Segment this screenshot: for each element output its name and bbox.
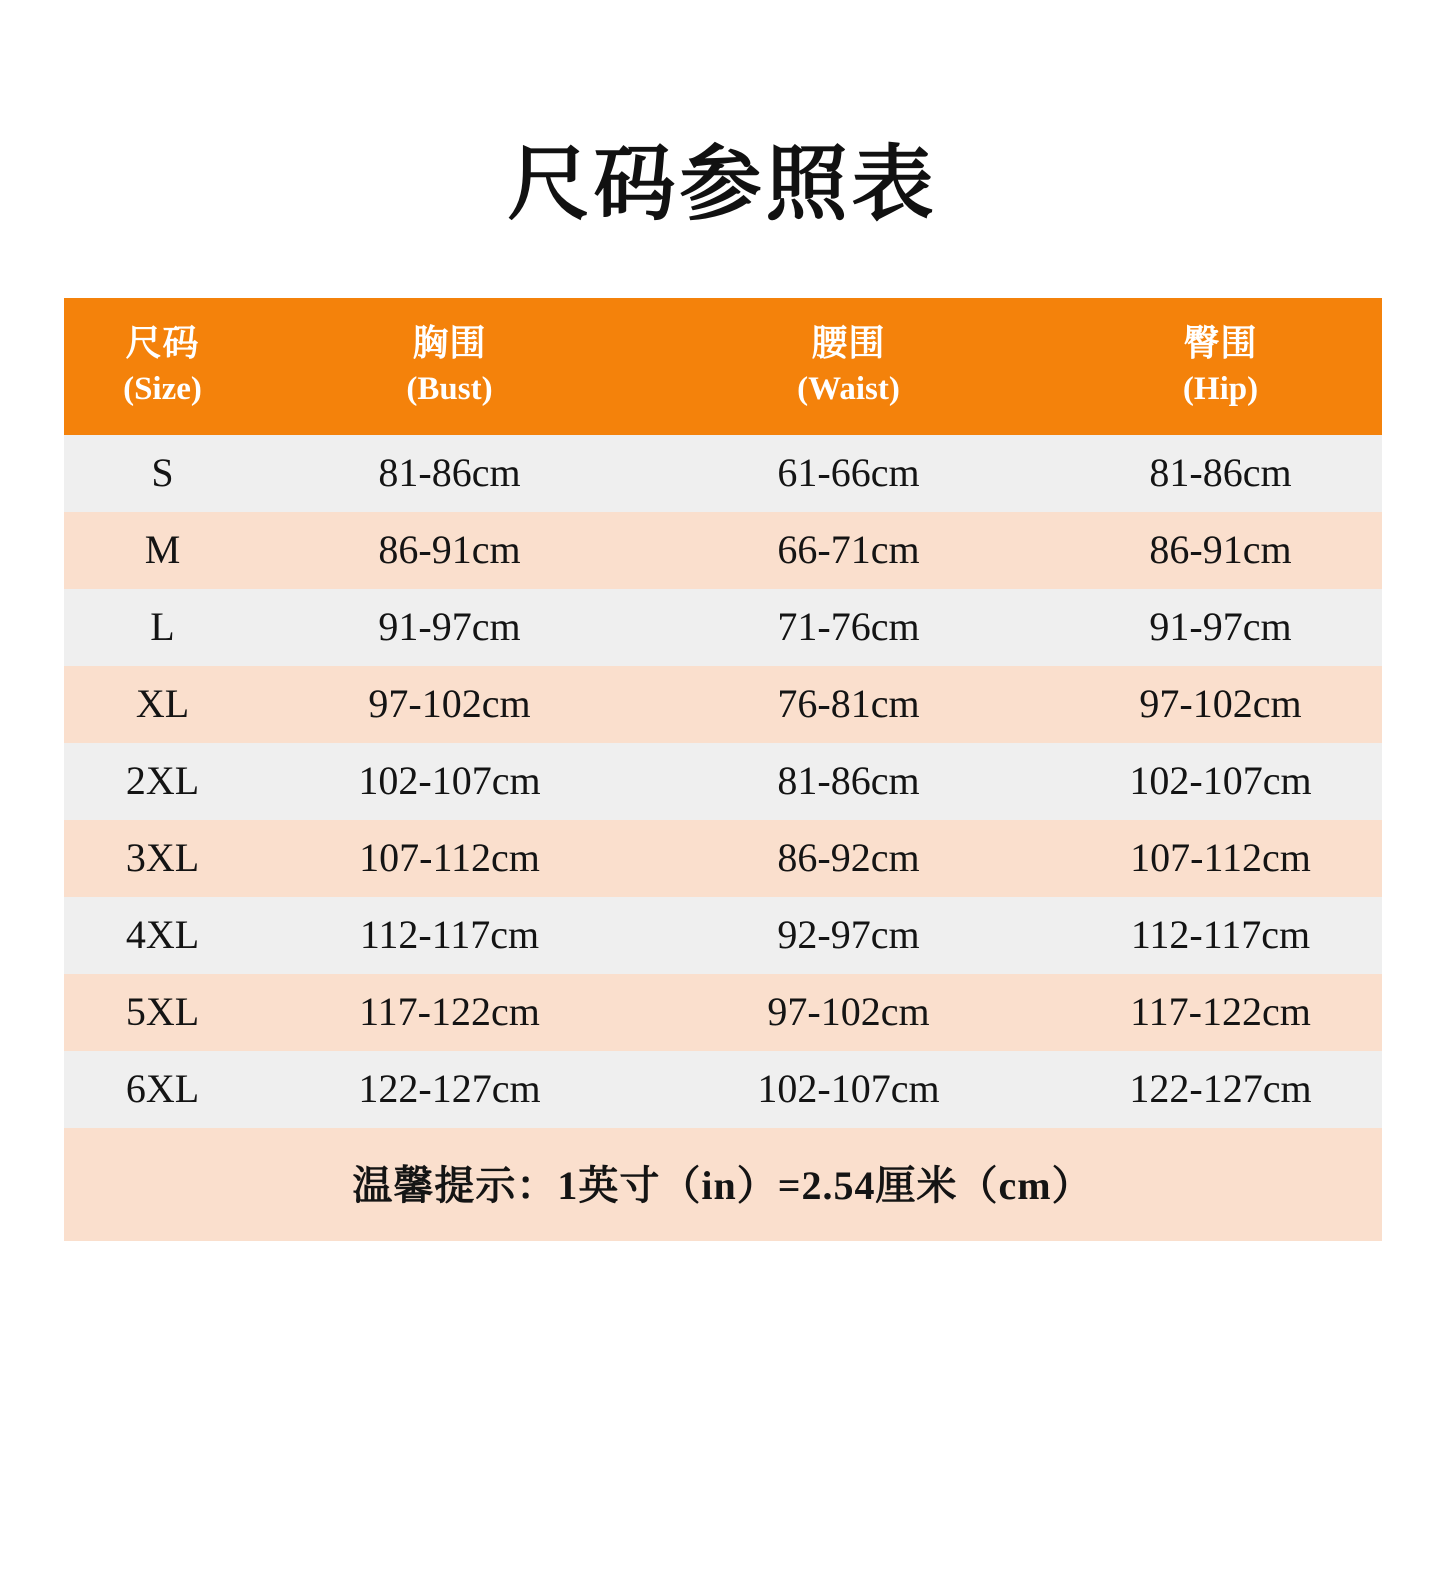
table-row <box>64 820 1382 897</box>
column-header-hip-cn: 臀围 <box>1183 323 1258 364</box>
table-row <box>64 974 1382 1051</box>
cell-bust: 117-122cm <box>262 974 638 1051</box>
column-header-waist <box>638 298 1060 435</box>
cell-bust: 97-102cm <box>262 666 638 743</box>
page-title: 尺码参照表 <box>507 137 938 232</box>
cell-waist: 97-102cm <box>638 974 1060 1051</box>
cell-size: L <box>64 589 262 666</box>
cell-waist: 92-97cm <box>638 897 1060 974</box>
cell-size: M <box>64 512 262 589</box>
cell-bust: 112-117cm <box>262 897 638 974</box>
cell-bust: 86-91cm <box>262 512 638 589</box>
cell-size: 3XL <box>64 820 262 897</box>
column-header-size-cn: 尺码 <box>125 323 200 364</box>
cell-waist: 61-66cm <box>638 435 1060 512</box>
column-header-size <box>64 298 262 435</box>
column-header-bust <box>262 298 638 435</box>
size-chart-page <box>0 137 1445 1585</box>
cell-waist: 66-71cm <box>638 512 1060 589</box>
cell-bust: 91-97cm <box>262 589 638 666</box>
table-row <box>64 512 1382 589</box>
size-reference-table <box>64 298 1382 1241</box>
column-header-bust-en: (Bust) <box>406 370 493 407</box>
cell-waist: 81-86cm <box>638 743 1060 820</box>
table-header <box>64 298 1382 435</box>
cell-waist: 71-76cm <box>638 589 1060 666</box>
cell-bust: 107-112cm <box>262 820 638 897</box>
column-header-waist-en: (Waist) <box>797 370 900 407</box>
size-table-container <box>64 298 1382 1241</box>
cell-bust: 122-127cm <box>262 1051 638 1128</box>
table-row <box>64 666 1382 743</box>
cell-bust: 81-86cm <box>262 435 638 512</box>
cell-waist: 102-107cm <box>638 1051 1060 1128</box>
cell-hip: 107-112cm <box>1060 820 1382 897</box>
cell-size: 6XL <box>64 1051 262 1128</box>
column-header-size-en: (Size) <box>123 370 202 407</box>
cell-size: 5XL <box>64 974 262 1051</box>
cell-hip: 102-107cm <box>1060 743 1382 820</box>
table-row <box>64 1051 1382 1128</box>
cell-hip: 117-122cm <box>1060 974 1382 1051</box>
cell-size: 4XL <box>64 897 262 974</box>
footer-note: 温馨提示：1英寸（in）=2.54厘米（cm） <box>64 1128 1382 1241</box>
table-header-row <box>64 298 1382 435</box>
table-footer-row <box>64 1128 1382 1241</box>
cell-hip: 81-86cm <box>1060 435 1382 512</box>
table-row <box>64 897 1382 974</box>
cell-bust: 102-107cm <box>262 743 638 820</box>
column-header-hip-en: (Hip) <box>1182 370 1259 407</box>
cell-size: XL <box>64 666 262 743</box>
column-header-bust-cn: 胸围 <box>412 323 487 364</box>
cell-hip: 91-97cm <box>1060 589 1382 666</box>
cell-hip: 122-127cm <box>1060 1051 1382 1128</box>
cell-waist: 76-81cm <box>638 666 1060 743</box>
cell-size: 2XL <box>64 743 262 820</box>
cell-waist: 86-92cm <box>638 820 1060 897</box>
column-header-waist-cn: 腰围 <box>811 323 886 364</box>
cell-size: S <box>64 435 262 512</box>
table-row <box>64 743 1382 820</box>
cell-hip: 112-117cm <box>1060 897 1382 974</box>
table-body <box>64 435 1382 1128</box>
cell-hip: 86-91cm <box>1060 512 1382 589</box>
table-row <box>64 435 1382 512</box>
column-header-hip <box>1060 298 1382 435</box>
table-row <box>64 589 1382 666</box>
table-footer <box>64 1128 1382 1241</box>
cell-hip: 97-102cm <box>1060 666 1382 743</box>
